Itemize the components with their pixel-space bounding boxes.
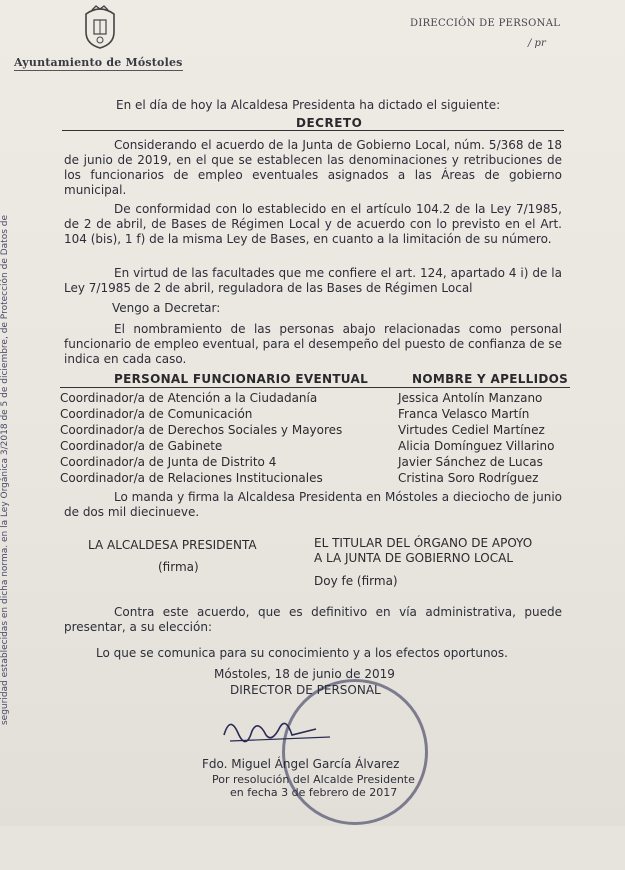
position-cell: Coordinador/a de Relaciones Institucionales bbox=[60, 471, 323, 485]
name-cell: Virtudes Cediel Martínez bbox=[398, 423, 545, 437]
stamp-director-title: DIRECTOR DE PERSONAL bbox=[230, 683, 381, 697]
table-row bbox=[60, 422, 570, 438]
director-stamp-block bbox=[198, 665, 428, 825]
table-divider bbox=[60, 387, 570, 388]
stamp-resolution: Por resolución del Alcalde Presidente bbox=[212, 773, 415, 786]
position-cell: Coordinador/a de Junta de Distrito 4 bbox=[60, 455, 277, 469]
side-legal-line-2: seguridad establecidas en dicha norma. en la Ley Orgánica 3/2018 de 5 de diciembre, de Protección de Datos de bbox=[0, 214, 10, 726]
stamp-date: Móstoles, 18 de junio de 2019 bbox=[214, 667, 395, 681]
signature-secretary bbox=[314, 536, 574, 589]
table-row bbox=[60, 438, 570, 454]
paragraph-virtud: En virtud de las facultades que me confiere el art. 124, apartado 4 i) de la Ley 7/1985 de 2 de abril, reguladora de las Bases de Régimen Local bbox=[64, 266, 562, 295]
name-cell: Cristina Soro Rodríguez bbox=[398, 471, 539, 485]
organization-name: Ayuntamiento de Móstoles bbox=[14, 56, 183, 69]
title-divider bbox=[62, 130, 564, 131]
paragraph-nombramiento: El nombramiento de las personas abajo relacionadas como personal funcionario de empleo eventual, para el desempeño del puesto de confianza de se indica en cada caso. bbox=[64, 322, 562, 366]
secretary-title-line-2: A LA JUNTA DE GOBIERNO LOCAL bbox=[314, 551, 514, 565]
table-header-name: NOMBRE Y APELLIDOS bbox=[412, 372, 569, 386]
coat-of-arms-icon bbox=[80, 2, 120, 50]
name-cell: Franca Velasco Martín bbox=[398, 407, 530, 421]
stamp-signatory: Fdo. Miguel Ángel García Álvarez bbox=[202, 757, 400, 771]
table-row bbox=[60, 406, 570, 422]
decree-title: DECRETO bbox=[296, 116, 363, 130]
secretary-doyfe: Doy fe (firma) bbox=[314, 574, 398, 588]
table-row bbox=[60, 390, 570, 406]
paragraph-notification: Lo que se comunica para su conocimiento y a los efectos oportunos. bbox=[96, 646, 508, 660]
secretary-title-line-1: EL TITULAR DEL ÓRGANO DE APOYO bbox=[314, 536, 533, 550]
intro-text: En el día de hoy la Alcaldesa Presidenta ha dictado el siguiente: bbox=[116, 98, 501, 112]
mayor-title: LA ALCALDESA PRESIDENTA bbox=[88, 538, 257, 552]
table-body bbox=[60, 390, 570, 486]
paragraph-appeal: Contra este acuerdo, que es definitivo en vía administrativa, puede presentar, a su elección: bbox=[64, 605, 562, 634]
name-cell: Javier Sánchez de Lucas bbox=[398, 455, 543, 469]
paragraph-vengo: Vengo a Decretar: bbox=[112, 301, 221, 315]
position-cell: Coordinador/a de Gabinete bbox=[60, 439, 223, 453]
name-cell: Jessica Antolín Manzano bbox=[398, 391, 543, 405]
paragraph-considerando: Considerando el acuerdo de la Junta de Gobierno Local, núm. 5/368 de 18 de junio de 2019, en el que se establecen las denominaciones y retribuciones de los funcionarios de empleo eventuales asignados a las Áreas de gobierno municipal. bbox=[64, 138, 562, 197]
name-cell: Alicia Domínguez Villarino bbox=[398, 439, 555, 453]
department-name: DIRECCIÓN DE PERSONAL bbox=[410, 18, 561, 29]
paragraph-conformidad: De conformidad con lo establecido en el artículo 104.2 de la Ley 7/1985, de 2 de abril, de Bases de Régimen Local y de acuerdo con lo previsto en el Art. 104 (bis), 1 f) de la misma Ley de Bases, en cuanto a la limitación de su número. bbox=[64, 202, 562, 246]
position-cell: Coordinador/a de Comunicación bbox=[60, 407, 253, 421]
table-row bbox=[60, 454, 570, 470]
table-header-position: PERSONAL FUNCIONARIO EVENTUAL bbox=[114, 372, 369, 386]
paragraph-closing: Lo manda y firma la Alcaldesa Presidenta en Móstoles a dieciocho de junio de dos mil diecinueve. bbox=[64, 490, 562, 519]
mayor-firma: (firma) bbox=[158, 560, 199, 574]
position-cell: Coordinador/a de Atención a la Ciudadanía bbox=[60, 391, 318, 405]
table-row bbox=[60, 470, 570, 486]
position-cell: Coordinador/a de Derechos Sociales y Mayores bbox=[60, 423, 343, 437]
stamp-resolution-date: en fecha 3 de febrero de 2017 bbox=[230, 786, 398, 799]
side-legal-note bbox=[0, 70, 26, 870]
handwritten-signature bbox=[220, 705, 340, 755]
reference-code: / pr bbox=[528, 38, 546, 49]
signature-mayor bbox=[88, 538, 257, 574]
